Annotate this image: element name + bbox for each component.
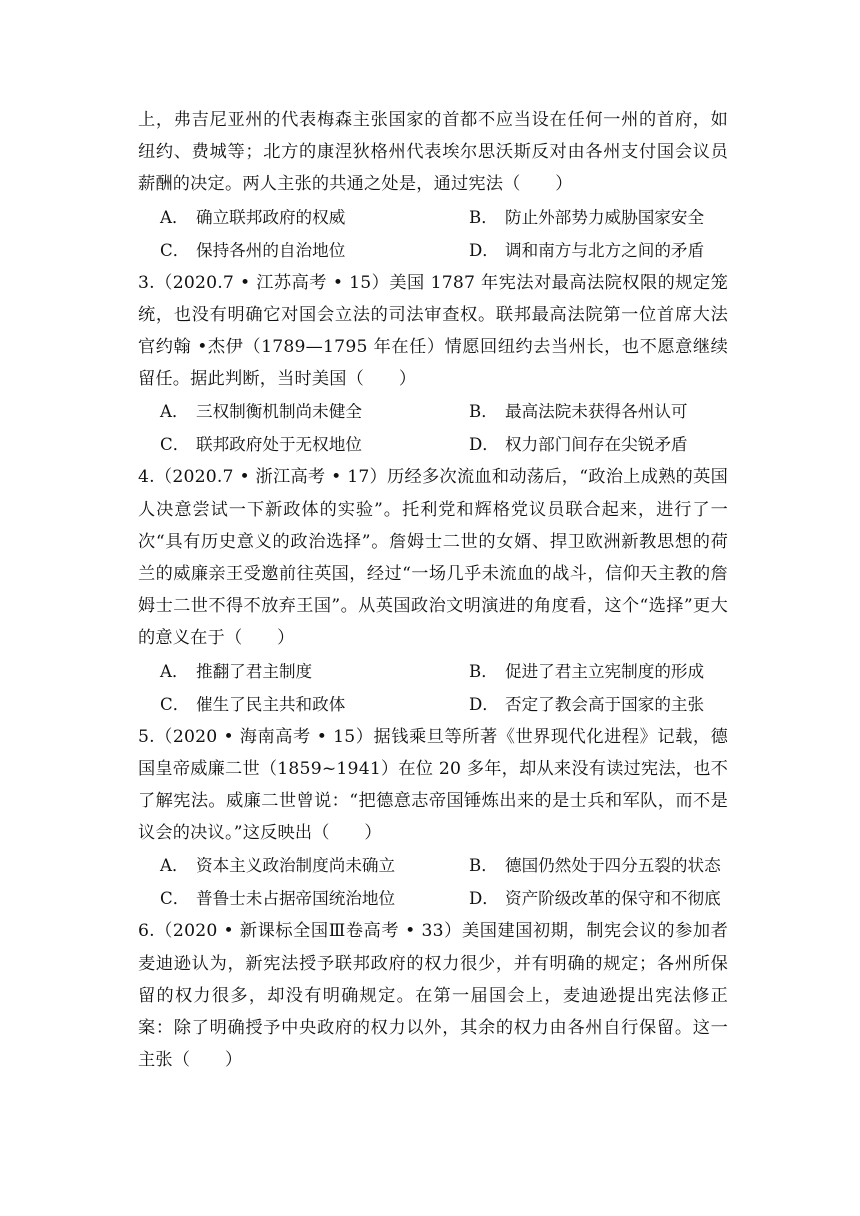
option-text: 德国仍然处于四分五裂的状态 <box>505 856 721 876</box>
option-a <box>138 849 461 882</box>
option-b <box>461 201 728 234</box>
option-c <box>138 882 461 915</box>
option-d <box>461 882 728 915</box>
option-letter: B． <box>469 402 498 422</box>
option-text: 防止外部势力威胁国家安全 <box>505 207 705 227</box>
question-5-stem: 5.（2020 • 海南高考 • 15）据钱乘旦等所著《世界现代化进程》记载，德国皇帝威廉二世（1859~1941）在位 20 多年，却从来没有读过宪法，也不了解宪法。威廉二世曾说：“把德意志帝国锤炼出来的是士兵和军队，而不是议会的决议。”这反映出（ ） <box>138 726 728 844</box>
question-2-options <box>138 201 728 267</box>
option-letter: B． <box>469 856 498 876</box>
question-5-options <box>138 849 728 915</box>
option-text: 推翻了君主制度 <box>196 661 313 681</box>
option-text: 确立联邦政府的权威 <box>196 207 346 227</box>
option-letter: D． <box>469 240 499 260</box>
option-c <box>138 688 461 721</box>
option-letter: C． <box>160 240 190 260</box>
option-text: 促进了君主立宪制度的形成 <box>505 661 705 681</box>
question-4-stem: 4.（2020.7 • 浙江高考 • 17）历经多次流血和动荡后，“政治上成熟的英国人决意尝试一下新政体的实验”。托利党和辉格党议员联合起来，进行了一次“具有历史意义的政治选择”。詹姆士二世的女婿、捍卫欧洲新教思想的荷兰的威廉亲王受邀前往英国，经过“一场几乎未流血的战斗，信仰天主教的詹姆士二世不得不放弃王国”。从英国政治文明演进的角度看，这个“选择”更大的意义在于（ ） <box>138 467 728 649</box>
option-text: 三权制衡机制尚未健全 <box>196 402 362 422</box>
option-a <box>138 655 461 688</box>
option-letter: C． <box>160 889 190 909</box>
option-letter: C． <box>160 435 190 455</box>
option-b <box>461 849 728 882</box>
option-text: 联邦政府处于无权地位 <box>196 435 362 455</box>
option-letter: B． <box>469 661 498 681</box>
option-text: 催生了民主共和政体 <box>196 694 346 714</box>
option-d <box>461 234 728 267</box>
option-letter: A． <box>160 661 189 681</box>
option-text: 调和南方与北方之间的矛盾 <box>505 240 705 260</box>
option-a <box>138 395 461 428</box>
option-letter: B． <box>469 207 498 227</box>
option-text: 权力部门间存在尖锐矛盾 <box>505 435 688 455</box>
option-d <box>461 688 728 721</box>
option-b <box>461 395 728 428</box>
option-letter: A． <box>160 207 189 227</box>
option-text: 资产阶级改革的保守和不彻底 <box>505 889 721 909</box>
option-letter: C． <box>160 694 190 714</box>
question-6-stem: 6.（2020 • 新课标全国Ⅲ卷高考 • 33）美国建国初期，制宪会议的参加者麦迪逊认为，新宪法授予联邦政府的权力很少，并有明确的规定；各州所保留的权力很多，却没有明确规定。在第一届国会上，麦迪逊提出宪法修正案：除了明确授予中央政府的权力以外，其余的权力由各州自行保留。这一主张（ ） <box>138 921 728 1071</box>
question-3-stem: 3.（2020.7 • 江苏高考 • 15）美国 1787 年宪法对最高法院权限的规定笼统，也没有明确它对国会立法的司法审查权。联邦最高法院第一位首席大法官约翰 •杰伊（1789—1795 年在任）情愿回纽约去当州长，也不愿意继续留任。据此判断，当时美国（ ） <box>138 272 728 390</box>
option-letter: D． <box>469 889 499 909</box>
option-c <box>138 234 461 267</box>
option-d <box>461 428 728 461</box>
exam-page <box>138 104 728 1076</box>
option-letter: D． <box>469 694 499 714</box>
option-b <box>461 655 728 688</box>
option-c <box>138 428 461 461</box>
option-letter: A． <box>160 402 189 422</box>
option-letter: A． <box>160 856 189 876</box>
option-text: 保持各州的自治地位 <box>196 240 346 260</box>
question-2-stem: 上，弗吉尼亚州的代表梅森主张国家的首都不应当设在任何一州的首府，如纽约、费城等；北方的康涅狄格州代表埃尔思沃斯反对由各州支付国会议员薪酬的决定。两人主张的共通之处是，通过宪法（ ） <box>138 110 728 195</box>
question-3-options <box>138 395 728 461</box>
question-4-options <box>138 655 728 721</box>
option-a <box>138 201 461 234</box>
option-text: 最高法院未获得各州认可 <box>505 402 688 422</box>
option-text: 否定了教会高于国家的主张 <box>505 694 705 714</box>
option-letter: D． <box>469 435 499 455</box>
option-text: 普鲁士未占据帝国统治地位 <box>196 889 396 909</box>
option-text: 资本主义政治制度尚未确立 <box>196 856 396 876</box>
